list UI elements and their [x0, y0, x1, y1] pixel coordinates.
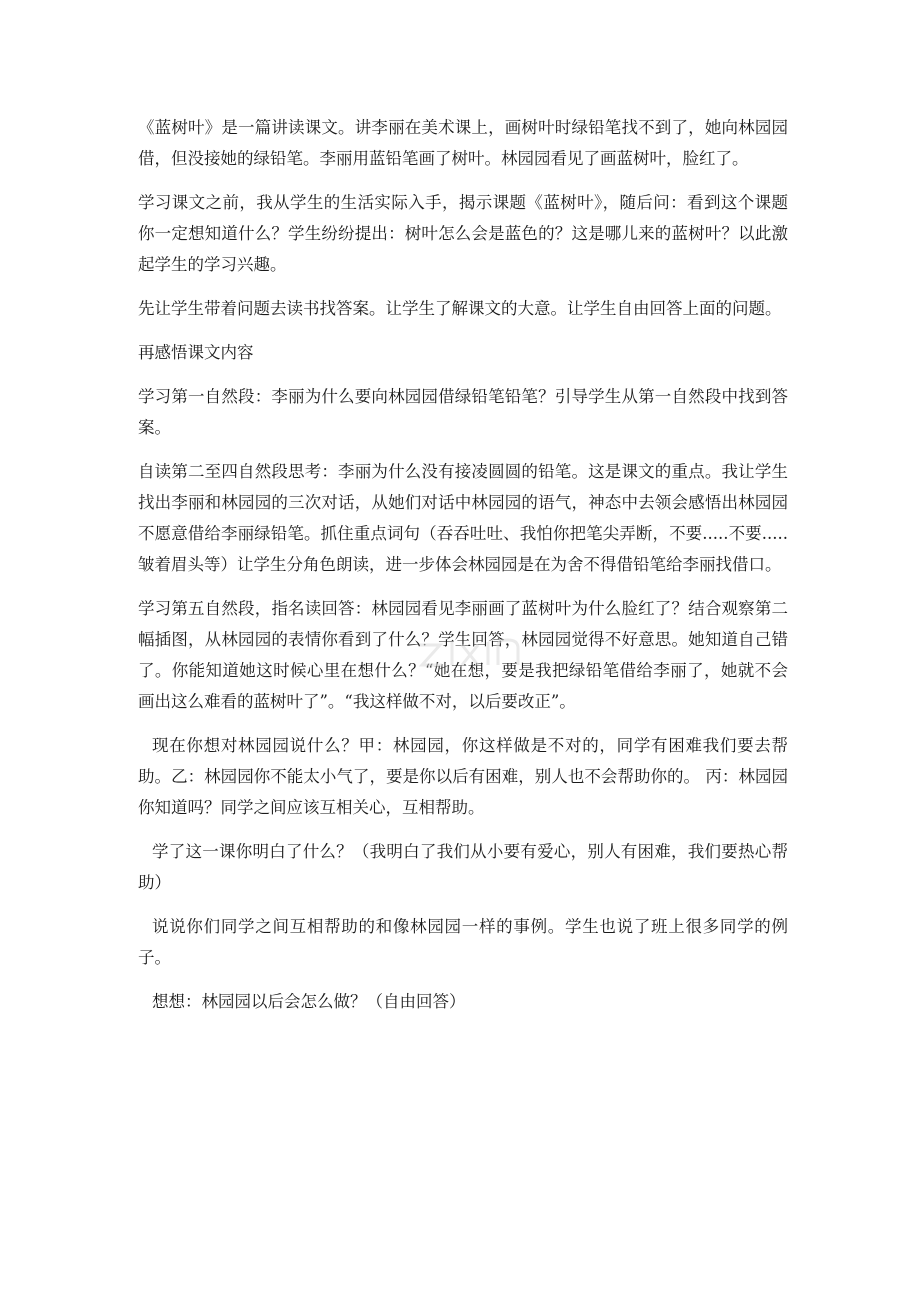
- paragraph-before-lesson: 学习课文之前，我从学生的生活实际入手，揭示课题《蓝树叶》，随后问：看到这个课题你一定想知道什么？学生纷纷提出：树叶怎么会是蓝色的？这是哪儿来的蓝树叶？以此激起学生的学习兴趣。: [138, 193, 788, 274]
- document-body: [138, 112, 788, 1030]
- paragraph-examples: 说说你们同学之间互相帮助的和像林园园一样的事例。学生也说了班上很多同学的例子。: [138, 917, 788, 967]
- paragraph-read-for-answers: 先让学生带着问题去读书找答案。让学生了解课文的大意。让学生自由回答上面的问题。: [138, 299, 782, 318]
- paragraph-think: 想想：林园园以后会怎么做？（自由回答）: [152, 992, 466, 1011]
- paragraph-what-learned: 学了这一课你明白了什么？（我明白了我们从小要有爱心，别人有困难，我们要热心帮助）: [138, 842, 788, 892]
- paragraph-fifth-section: 学习第五自然段，指名读回答：林园园看见李丽画了蓝树叶为什么脸红了？结合观察第二幅插图，从林园园的表情你看到了什么？学生回答，林园园觉得不好意思。她知道自己错了。你能知道她这时候心里在想什么？“她在想，要是我把绿铅笔借给李丽了，她就不会画出这么难看的蓝树叶了”。“我这样做不对，以后要改正”。: [138, 599, 788, 711]
- paragraph-what-to-say: 现在你想对林园园说什么？甲：林园园，你这样做是不对的，同学有困难我们要去帮助。乙：林园园你不能太小气了，要是你以后有困难，别人也不会帮助你的。 丙：林园园你知道吗？同学之间应该互相关心，互相帮助。: [138, 736, 788, 817]
- paragraph-first-section: 学习第一自然段：李丽为什么要向林园园借绿铅笔铅笔？引导学生从第一自然段中找到答案。: [138, 387, 788, 437]
- paragraph-sections-two-four: 自读第二至四自然段思考：李丽为什么没有接凌圆圆的铅笔。这是课文的重点。我让学生找出李丽和林园园的三次对话，从她们对话中林园园的语气，神态中去领会感悟出林园园不愿意借给李丽绿铅笔。抓住重点词句（吞吞吐吐、我怕你把笔尖弄断，不要.....不要..... 皱着眉头等）让学生分角色朗读，进一步体会林园园是在为舍不得借铅笔给李丽找借口。: [138, 462, 788, 574]
- paragraph-heading-feel-content: 再感悟课文内容: [138, 343, 254, 362]
- paragraph-intro: 《蓝树叶》是一篇讲读课文。讲李丽在美术课上，画树叶时绿铅笔找不到了，她向林园园借，但没接她的绿铅笔。李丽用蓝铅笔画了树叶。林园园看见了画蓝树叶，脸红了。: [138, 118, 788, 168]
